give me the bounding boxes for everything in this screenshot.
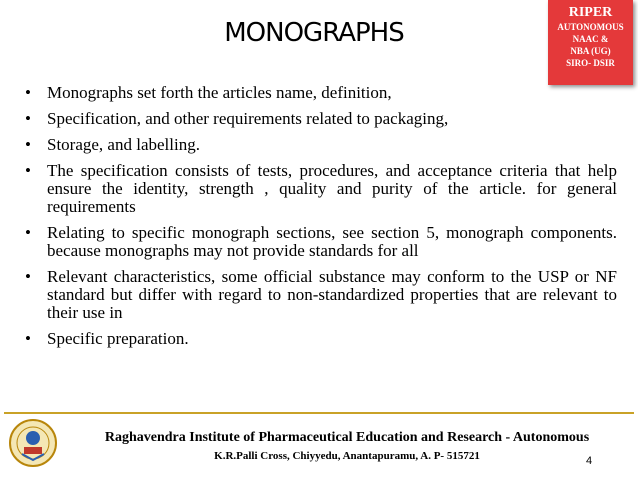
badge-line-3: NAAC & xyxy=(572,34,609,44)
bullet-item: • The specification consists of tests, procedures, and acceptance criteria that help ensure the identity, strength , quality and purity of the article. for general requirements xyxy=(25,161,617,216)
page-number: 4 xyxy=(586,455,593,467)
footer-institute: Raghavendra Institute of Pharmaceutical Education and Research - Autonomous xyxy=(104,430,590,445)
footer-rule xyxy=(4,412,634,414)
bullet-text: The specification consists of tests, procedures, and acceptance criteria that help ensure the identity, strength , quality and purity of the article. for general requirements xyxy=(47,161,617,216)
bullet-text: Specification, and other requirements related to packaging, xyxy=(47,109,449,128)
footer-address: K.R.Palli Cross, Chiyyedu, Anantapuramu, A. P- 515721 xyxy=(214,450,480,462)
riper-badge xyxy=(548,0,633,85)
badge-line-1: RIPER xyxy=(568,5,613,20)
bullet-text: Specific preparation. xyxy=(47,329,189,348)
bullet-item: • Monographs set forth the articles name, definition, xyxy=(25,83,392,102)
bullet-item: • Specification, and other requirements related to packaging, xyxy=(25,109,449,128)
institute-logo-icon xyxy=(8,418,58,468)
bullet-text: Monographs set forth the articles name, definition, xyxy=(47,83,392,102)
badge-line-4: NBA (UG) xyxy=(570,46,611,56)
bullet-list xyxy=(25,84,617,356)
bullet-text: Relating to specific monograph sections, see section 5, monograph components. because monographs may not provide standards for all xyxy=(47,223,617,260)
bullet-item: • Relevant characteristics, some official substance may conform to the USP or NF standard but differ with regard to non-standardized properties that are relevant to their use in xyxy=(25,267,617,322)
slide-title: MONOGRAPHS xyxy=(224,18,404,48)
bullet-item: • Storage, and labelling. xyxy=(25,135,200,154)
badge-line-5: SIRO- DSIR xyxy=(566,58,615,68)
bullet-item: • Specific preparation. xyxy=(25,329,189,348)
bullet-text: Storage, and labelling. xyxy=(47,135,200,154)
bullet-item: • Relating to specific monograph sections, see section 5, monograph components. because monographs may not provide standards for all xyxy=(25,223,617,260)
badge-line-2: AUTONOMOUS xyxy=(557,22,624,32)
bullet-text: Relevant characteristics, some official substance may conform to the USP or NF standard but differ with regard to non-standardized properties that are relevant to their use in xyxy=(47,267,617,322)
